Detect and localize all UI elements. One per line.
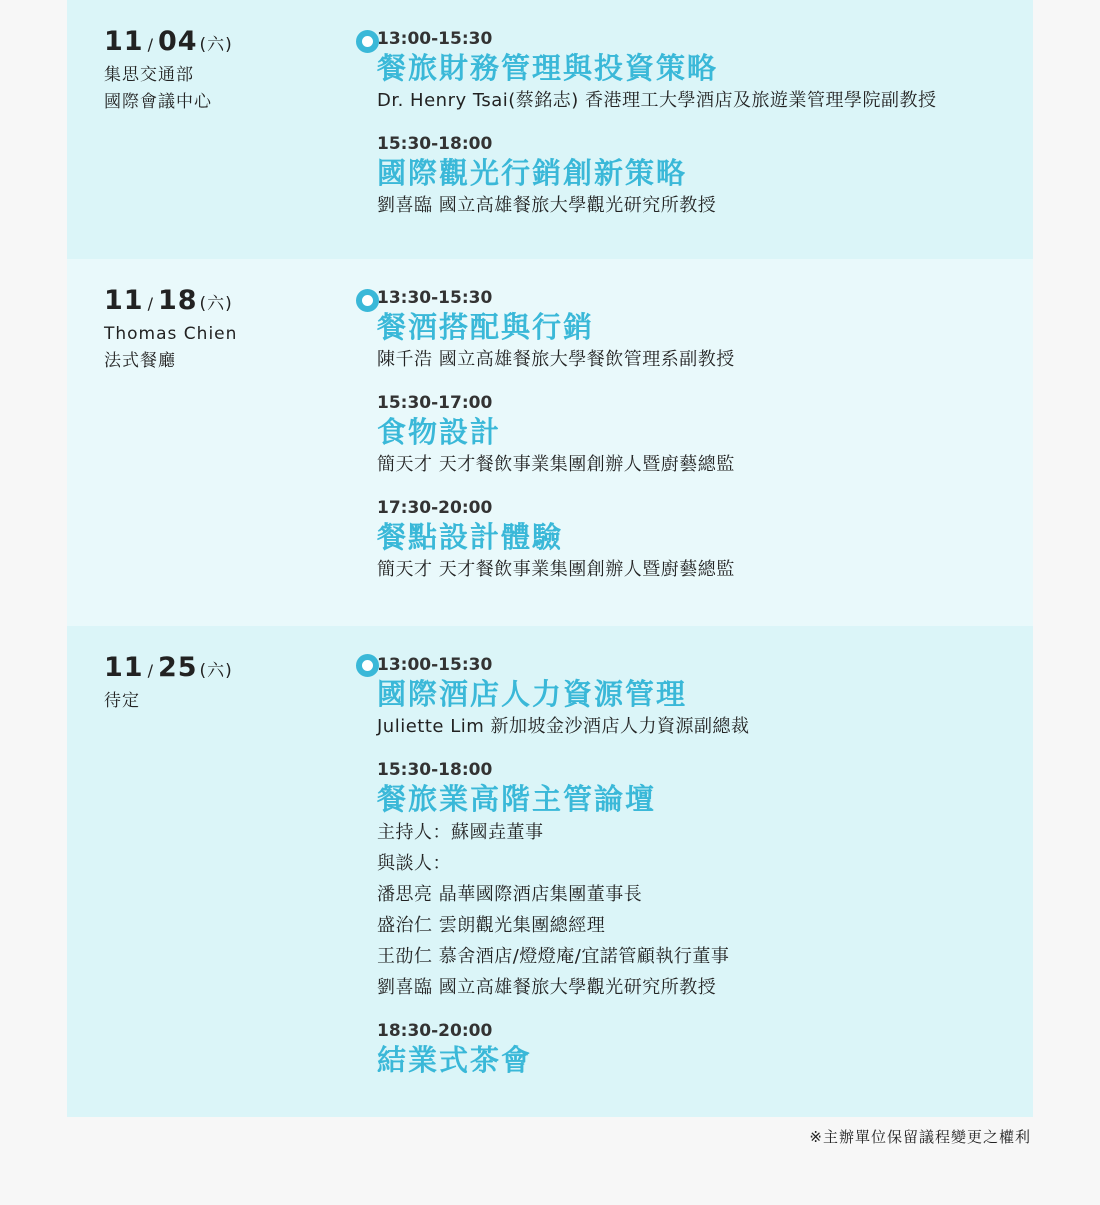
date-separator: / (147, 661, 154, 680)
session-speaker: 簡天才 天才餐飲事業集團創辦人暨廚藝總監 (377, 454, 735, 475)
session-time: 13:30-15:30 (377, 288, 493, 308)
session-time: 15:30-18:00 (377, 134, 493, 154)
session-time: 18:30-20:00 (377, 1021, 493, 1041)
timeline-dot (356, 30, 379, 53)
session-speaker: 陳千浩 國立高雄餐旅大學餐飲管理系副教授 (377, 349, 735, 370)
session-title: 餐酒搭配與行銷 (377, 310, 595, 344)
venue-line: 集思交通部 (104, 65, 194, 85)
date-month: 11 (104, 652, 144, 683)
session-panelists-label: 與談人： (377, 853, 451, 874)
date-separator: / (147, 35, 154, 54)
date-month: 11 (104, 285, 144, 316)
session-title: 餐旅財務管理與投資策略 (377, 51, 719, 85)
date-weekday: (六) (199, 661, 233, 681)
session (377, 133, 1027, 221)
date-block (104, 26, 233, 115)
venue-line: Thomas Chien (104, 324, 238, 344)
session-panelist: 劉喜臨 國立高雄餐旅大學觀光研究所教授 (377, 977, 717, 998)
session-title: 結業式茶會 (377, 1043, 533, 1077)
disclaimer-note: ※主辦單位保留議程變更之權利 (809, 1128, 1031, 1146)
session (377, 28, 1027, 116)
session-list (377, 654, 1027, 1095)
session-time: 15:30-18:00 (377, 760, 493, 780)
date-weekday: (六) (199, 294, 233, 314)
session-title: 國際酒店人力資源管理 (377, 677, 688, 711)
session-title: 國際觀光行銷創新策略 (377, 156, 688, 190)
session-time: 13:00-15:30 (377, 29, 493, 49)
session (377, 497, 1027, 585)
session-time: 17:30-20:00 (377, 498, 493, 518)
day-block-3 (67, 626, 1033, 1117)
day-block-2 (67, 259, 1033, 626)
session-host: 主持人：蘇國垚董事 (377, 822, 544, 843)
timeline-dot (356, 289, 379, 312)
session-panelist: 潘思亮 晶華國際酒店集團董事長 (377, 884, 643, 905)
date-label (104, 652, 233, 687)
session-speaker: 簡天才 天才餐飲事業集團創辦人暨廚藝總監 (377, 559, 735, 580)
date-day: 18 (157, 285, 198, 316)
date-separator: / (147, 294, 154, 313)
date-block (104, 652, 233, 714)
venue-line: 待定 (104, 691, 140, 711)
date-month: 11 (104, 26, 144, 57)
venue-line: 法式餐廳 (104, 351, 176, 371)
date-block (104, 285, 237, 374)
session (377, 1020, 1027, 1078)
date-label (104, 26, 233, 61)
session-panelist: 盛治仁 雲朗觀光集團總經理 (377, 915, 606, 936)
date-day: 25 (157, 652, 198, 683)
schedule (67, 0, 1033, 1117)
date-weekday: (六) (199, 35, 233, 55)
session (377, 759, 1027, 1003)
venue-line: 國際會議中心 (104, 92, 212, 112)
session-title: 食物設計 (377, 415, 502, 449)
session (377, 392, 1027, 480)
timeline-dot (356, 654, 379, 677)
session-time: 15:30-17:00 (377, 393, 493, 413)
session-time: 13:00-15:30 (377, 655, 493, 675)
date-label (104, 285, 237, 320)
session (377, 287, 1027, 375)
session-panelist: 王劭仁 慕舍酒店/燈燈庵/宜諾管顧執行董事 (377, 946, 730, 967)
session-speaker: Dr. Henry Tsai(蔡銘志) 香港理工大學酒店及旅遊業管理學院副教授 (377, 90, 937, 111)
session-list (377, 287, 1027, 602)
date-day: 04 (157, 26, 198, 57)
day-block-1 (67, 0, 1033, 259)
session-title: 餐點設計體驗 (377, 520, 564, 554)
session-speaker: Juliette Lim 新加坡金沙酒店人力資源副總裁 (377, 716, 750, 737)
session (377, 654, 1027, 742)
session-speaker: 劉喜臨 國立高雄餐旅大學觀光研究所教授 (377, 195, 717, 216)
session-title: 餐旅業高階主管論壇 (377, 782, 657, 816)
session-list (377, 28, 1027, 238)
